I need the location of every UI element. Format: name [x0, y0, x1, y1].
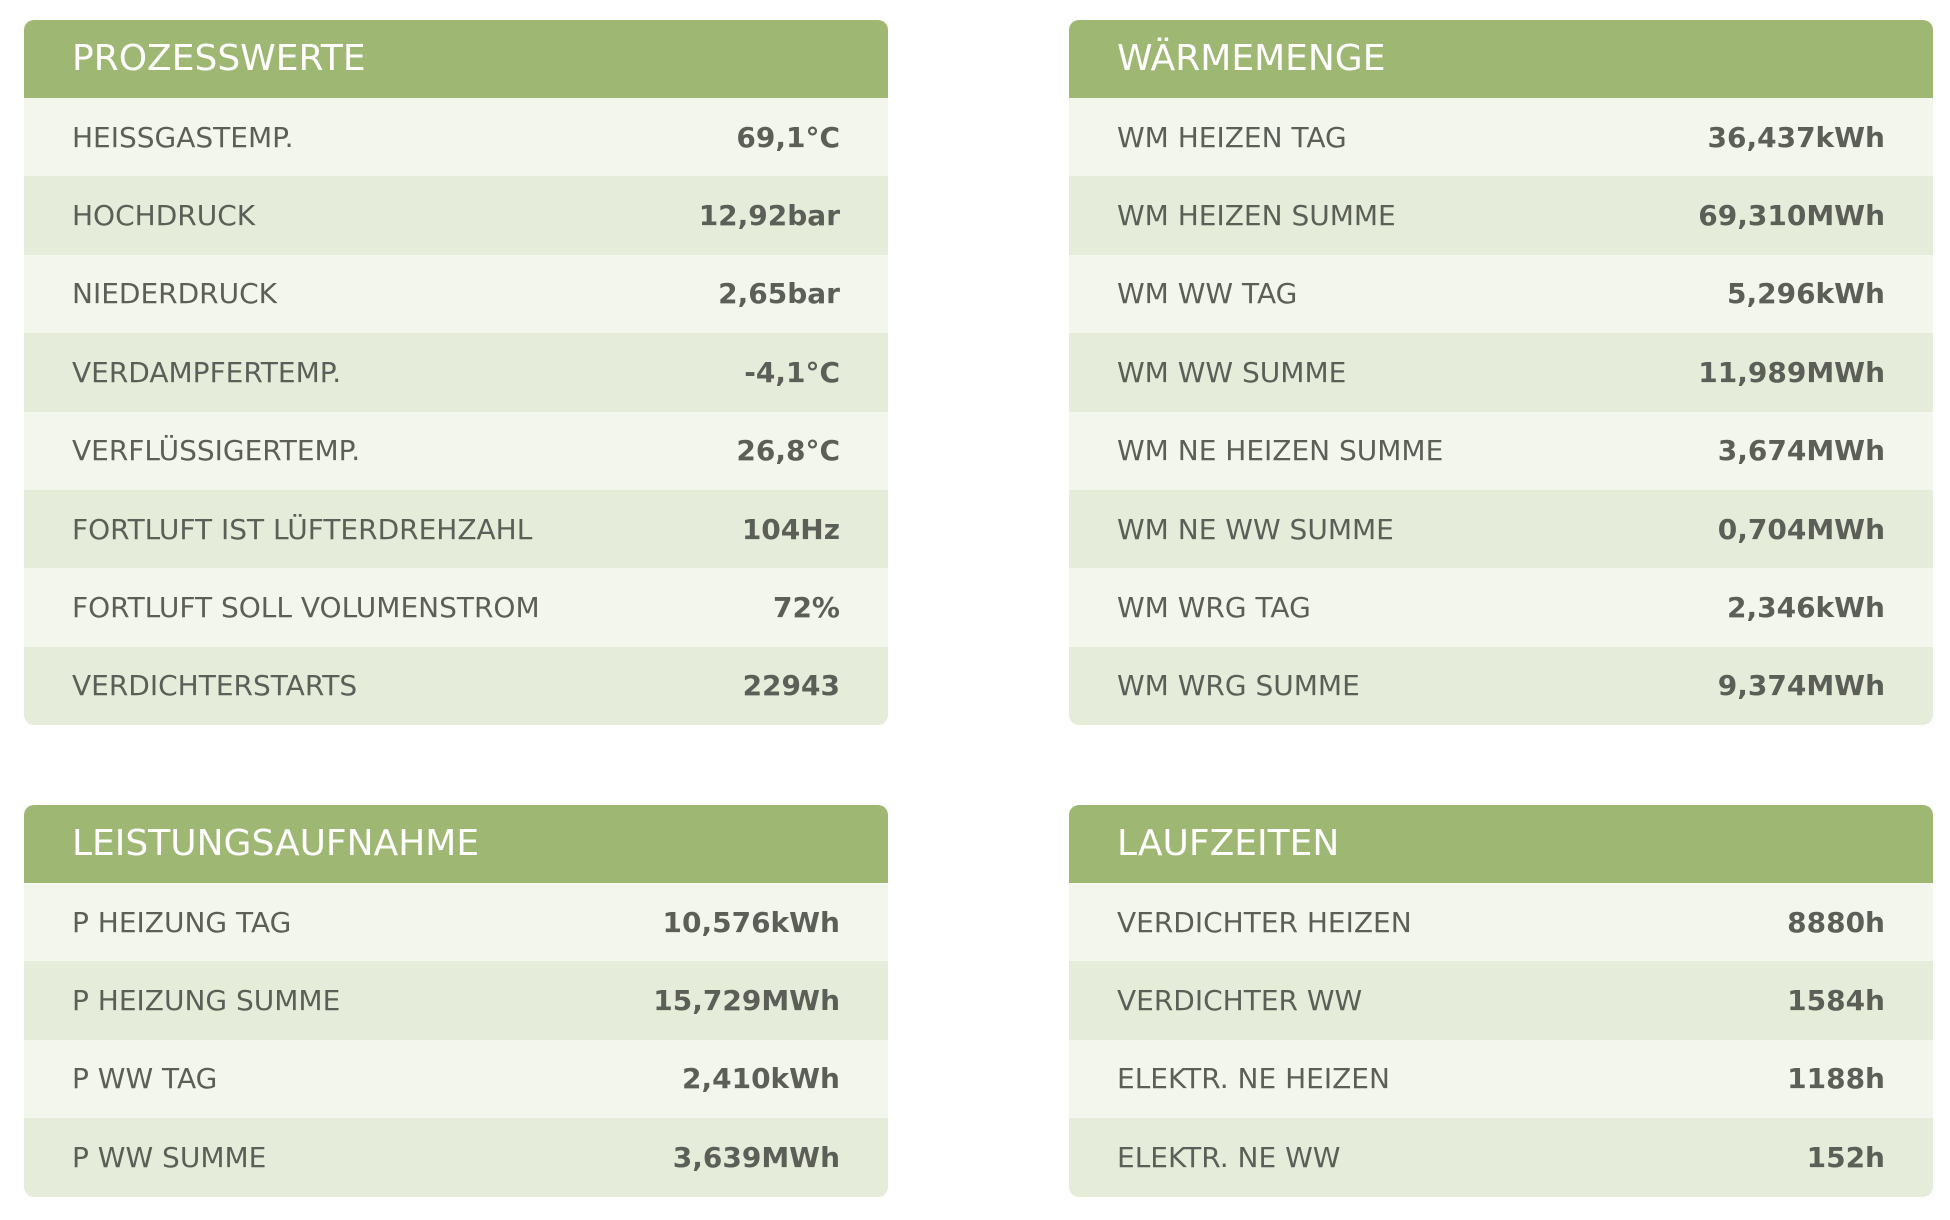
table-row [1069, 1118, 1933, 1196]
row-value: -4,1°C [744, 355, 840, 389]
row-value: 72% [772, 591, 840, 625]
row-label: P WW SUMME [72, 1140, 267, 1174]
table-row [24, 255, 888, 333]
row-label: VERDAMPFERTEMP. [72, 355, 342, 389]
row-value: 5,296kWh [1726, 277, 1885, 311]
row-label: VERDICHTER HEIZEN [1117, 905, 1412, 939]
table-row [24, 1118, 888, 1196]
panel-title: LAUFZEITEN [1069, 805, 1933, 883]
row-value: 2,65bar [718, 277, 840, 311]
row-value: 152h [1806, 1140, 1885, 1174]
table-row [1069, 490, 1933, 568]
row-value: 15,729MWh [653, 984, 840, 1018]
row-value: 104Hz [741, 512, 840, 546]
panel-rows [1069, 98, 1933, 725]
prozesswerte-panel [24, 20, 888, 725]
row-value: 9,374MWh [1717, 669, 1885, 703]
row-value: 0,704MWh [1717, 512, 1885, 546]
table-row [24, 1040, 888, 1118]
row-label: WM WW SUMME [1117, 355, 1347, 389]
row-value: 3,674MWh [1717, 434, 1885, 468]
row-label: WM NE WW SUMME [1117, 512, 1394, 546]
row-value: 36,437kWh [1707, 120, 1885, 154]
row-label: FORTLUFT SOLL VOLUMENSTROM [72, 591, 540, 625]
row-label: WM WRG SUMME [1117, 669, 1360, 703]
row-label: P HEIZUNG TAG [72, 905, 292, 939]
row-value: 8880h [1787, 905, 1885, 939]
row-label: WM HEIZEN SUMME [1117, 199, 1396, 233]
row-value: 2,410kWh [681, 1062, 840, 1096]
panel-title: PROZESSWERTE [24, 20, 888, 98]
row-value: 12,92bar [698, 199, 840, 233]
panel-rows [24, 883, 888, 1197]
laufzeiten-panel [1069, 805, 1933, 1197]
table-row [1069, 883, 1933, 961]
table-row [1069, 1040, 1933, 1118]
row-value: 10,576kWh [662, 905, 840, 939]
table-row [1069, 568, 1933, 646]
row-value: 22943 [742, 669, 840, 703]
row-value: 26,8°C [736, 434, 840, 468]
row-label: NIEDERDRUCK [72, 277, 278, 311]
row-label: VERDICHTER WW [1117, 984, 1363, 1018]
table-row [24, 333, 888, 411]
row-label: VERDICHTERSTARTS [72, 669, 358, 703]
panel-rows [1069, 883, 1933, 1197]
panel-title: WÄRMEMENGE [1069, 20, 1933, 98]
table-row [24, 647, 888, 725]
row-value: 1584h [1787, 984, 1885, 1018]
table-row [24, 176, 888, 254]
table-row [1069, 647, 1933, 725]
table-row [24, 883, 888, 961]
table-row [24, 961, 888, 1039]
row-label: HEISSGASTEMP. [72, 120, 294, 154]
panel-rows [24, 98, 888, 725]
row-value: 69,310MWh [1698, 199, 1885, 233]
panel-title: LEISTUNGSAUFNAHME [24, 805, 888, 883]
table-row [1069, 333, 1933, 411]
row-value: 11,989MWh [1698, 355, 1885, 389]
row-label: ELEKTR. NE HEIZEN [1117, 1062, 1390, 1096]
row-label: ELEKTR. NE WW [1117, 1140, 1341, 1174]
row-label: WM WW TAG [1117, 277, 1298, 311]
leistungsaufnahme-panel [24, 805, 888, 1197]
row-label: WM HEIZEN TAG [1117, 120, 1347, 154]
table-row [1069, 176, 1933, 254]
row-label: VERFLÜSSIGERTEMP. [72, 434, 361, 468]
row-label: P HEIZUNG SUMME [72, 984, 341, 1018]
row-value: 2,346kWh [1726, 591, 1885, 625]
table-row [1069, 255, 1933, 333]
row-label: FORTLUFT IST LÜFTERDREHZAHL [72, 512, 533, 546]
row-label: HOCHDRUCK [72, 199, 256, 233]
row-label: P WW TAG [72, 1062, 218, 1096]
row-value: 69,1°C [736, 120, 840, 154]
table-row [24, 98, 888, 176]
table-row [24, 412, 888, 490]
table-row [1069, 98, 1933, 176]
table-row [24, 568, 888, 646]
table-row [1069, 961, 1933, 1039]
row-value: 3,639MWh [672, 1140, 840, 1174]
row-value: 1188h [1787, 1062, 1885, 1096]
table-row [1069, 412, 1933, 490]
waermemenge-panel [1069, 20, 1933, 725]
row-label: WM WRG TAG [1117, 591, 1311, 625]
table-row [24, 490, 888, 568]
row-label: WM NE HEIZEN SUMME [1117, 434, 1444, 468]
